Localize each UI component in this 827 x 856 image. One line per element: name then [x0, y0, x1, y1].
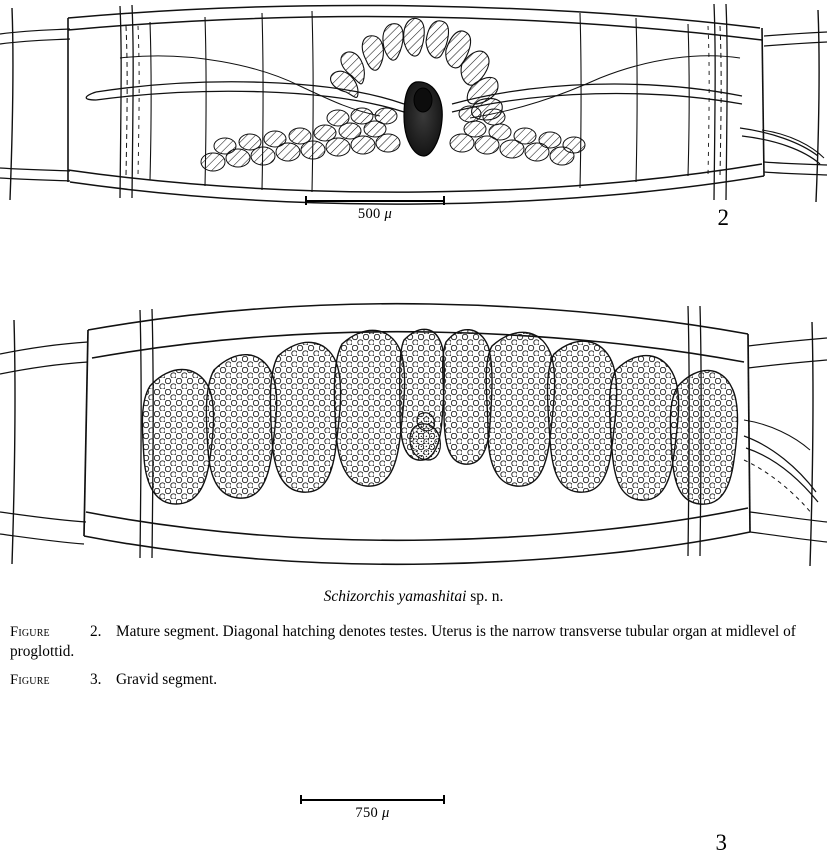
scale-bar-unit: μ: [384, 206, 393, 222]
species-name: [0, 588, 827, 606]
figure-2-caption: [10, 622, 820, 662]
caption-number: 2.: [90, 623, 102, 640]
caption-text: Mature segment. Diagonal hatching denotes testes. Uterus is the narrow transverse tubular organ at midlevel of proglottid.: [10, 623, 796, 661]
scale-bar-label: [300, 805, 445, 822]
scale-bar-label: [305, 206, 445, 223]
scale-bar-value: 500: [357, 206, 381, 222]
figure-2-illustration: [0, 0, 827, 255]
species-name-italic: Schizorchis yamashitai: [323, 588, 467, 605]
figure-2-number: 2: [717, 205, 729, 230]
caption-label: Figure: [10, 624, 50, 640]
scale-bar-line: [300, 795, 445, 804]
figure-3-number: 3: [715, 830, 727, 855]
caption-label: Figure: [10, 672, 50, 688]
scale-bar-value: 750: [355, 805, 379, 821]
figure-3-scale-bar: [300, 795, 445, 822]
scale-bar-unit: μ: [382, 805, 390, 821]
species-name-suffix: sp. n.: [466, 588, 504, 605]
figure-3-caption: [10, 670, 820, 690]
caption-number: 3.: [90, 671, 102, 688]
figure-2-scale-bar: [305, 196, 445, 223]
scale-bar-line: [305, 196, 445, 205]
caption-text: Gravid segment.: [116, 671, 218, 688]
gravid-segment-drawing: [0, 290, 827, 580]
